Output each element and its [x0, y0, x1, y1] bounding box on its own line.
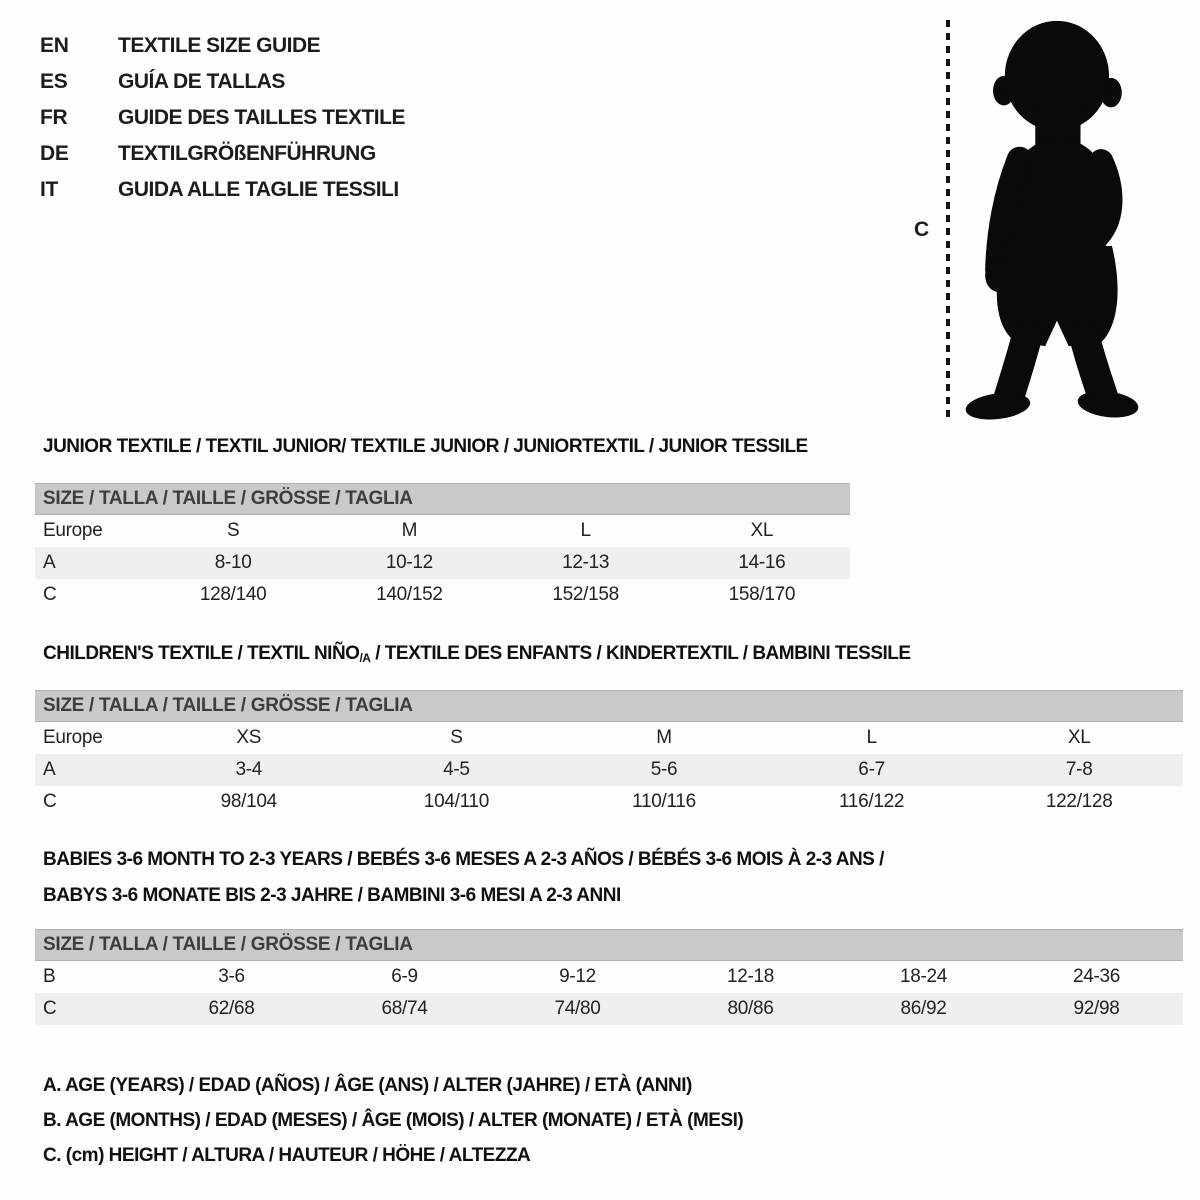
children-title-text: / TEXTILE DES ENFANTS / KINDERTEXTIL / BAMBINI TESSILE [370, 643, 911, 664]
lang-title: TEXTILGRÖßENFÜHRUNG [118, 142, 376, 165]
table-row [35, 754, 1183, 786]
row-label: Europe [43, 520, 103, 541]
lang-code: FR [40, 106, 68, 129]
lang-code: DE [40, 142, 69, 165]
row-label: C [43, 584, 57, 605]
legend-line-c: C. (cm) HEIGHT / ALTURA / HAUTEUR / HÖHE / ALTEZZA [43, 1145, 531, 1166]
table-cell: 122/128 [1045, 791, 1113, 812]
table-cell: 24-36 [1072, 966, 1121, 987]
size-table-header: SIZE / TALLA / TAILLE / GRÖSSE / TAGLIA [35, 691, 1183, 722]
table-cell: XL [1067, 727, 1091, 748]
language-title-list [40, 28, 405, 208]
lang-row-fr [40, 100, 405, 136]
babies-section-title [43, 842, 884, 914]
table-row [35, 786, 1183, 818]
table-cell: M [656, 727, 672, 748]
row-label: C [43, 791, 57, 812]
table-cell: 74/80 [491, 993, 664, 1025]
table-cell: 68/74 [318, 993, 491, 1025]
children-section-title [43, 643, 911, 665]
table-cell: M [401, 520, 418, 541]
size-table-header-row [35, 930, 1183, 961]
table-cell: 80/86 [664, 993, 837, 1025]
size-table-header-row [35, 691, 1183, 722]
table-cell: 158/170 [728, 584, 796, 605]
table-cell: 110/116 [632, 791, 696, 812]
lang-code: EN [40, 34, 69, 57]
lang-title: GUIDE DES TAILLES TEXTILE [118, 106, 405, 129]
table-row [35, 515, 850, 548]
table-cell: 128/140 [199, 584, 267, 605]
junior-title-text: JUNIOR TEXTILE / TEXTIL JUNIOR/ TEXTILE JUNIOR / JUNIORTEXTIL / JUNIOR TESSILE [43, 436, 808, 457]
lang-title: TEXTILE SIZE GUIDE [118, 34, 321, 57]
size-table-header: SIZE / TALLA / TAILLE / GRÖSSE / TAGLIA [35, 484, 850, 515]
lang-code: ES [40, 70, 68, 93]
legend [43, 1068, 743, 1173]
table-cell: 98/104 [220, 791, 277, 812]
babies-title-line2: BABYS 3-6 MONATE BIS 2-3 JAHRE / BAMBINI 3-6 MESI A 2-3 ANNI [43, 885, 621, 906]
table-cell: 4-5 [353, 754, 561, 786]
table-cell: 104/110 [423, 791, 489, 812]
height-measure-label: C [914, 218, 930, 241]
table-cell: 3-4 [145, 754, 353, 786]
table-cell: L [580, 520, 591, 541]
table-cell: L [866, 727, 877, 748]
lang-title: GUIDA ALLE TAGLIE TESSILI [118, 178, 399, 201]
babies-title-line1: BABIES 3-6 MONTH TO 2-3 YEARS / BEBÉS 3-6 MESES A 2-3 AÑOS / BÉBÉS 3-6 MOIS À 2-3 ANS / [43, 849, 884, 870]
table-row [35, 579, 850, 611]
table-cell: 8-10 [145, 547, 321, 579]
table-cell: XS [236, 727, 262, 748]
children-title-text: CHILDREN'S TEXTILE / TEXTIL NIÑO [43, 643, 360, 664]
table-cell: 6-9 [391, 966, 418, 987]
row-label: Europe [43, 727, 103, 748]
lang-code: IT [40, 178, 59, 201]
babies-size-table [35, 929, 1183, 1025]
toddler-silhouette-image [958, 12, 1146, 420]
lang-title: GUÍA DE TALLAS [118, 70, 285, 93]
table-row [35, 961, 1183, 994]
table-row [35, 547, 850, 579]
table-cell: 5-6 [560, 754, 768, 786]
table-row [35, 722, 1183, 755]
table-cell: 9-12 [559, 966, 596, 987]
table-cell: 12-18 [726, 966, 775, 987]
table-cell: S [450, 727, 463, 748]
row-label: C [35, 993, 145, 1025]
junior-size-table [35, 483, 850, 611]
table-cell: 10-12 [321, 547, 497, 579]
table-cell: 12-13 [498, 547, 674, 579]
table-cell: 18-24 [899, 966, 948, 987]
size-table-header-row [35, 484, 850, 515]
legend-line-a: A. AGE (YEARS) / EDAD (AÑOS) / ÂGE (ANS) / ALTER (JAHRE) / ETÀ (ANNI) [43, 1075, 692, 1096]
table-cell: S [226, 520, 240, 541]
children-title-subscript: /A [359, 651, 371, 665]
table-cell: 6-7 [768, 754, 976, 786]
size-table-header: SIZE / TALLA / TAILLE / GRÖSSE / TAGLIA [35, 930, 1183, 961]
table-row [35, 993, 1183, 1025]
row-label: A [35, 754, 145, 786]
table-cell: XL [750, 520, 774, 541]
lang-row-es [40, 64, 405, 100]
table-cell: 62/68 [145, 993, 318, 1025]
legend-line-b: B. AGE (MONTHS) / EDAD (MESES) / ÂGE (MOIS) / ALTER (MONATE) / ETÀ (MESI) [43, 1110, 744, 1131]
row-label: B [43, 966, 56, 987]
children-size-table [35, 690, 1183, 818]
lang-row-it [40, 172, 405, 208]
table-cell: 152/158 [552, 584, 619, 605]
table-cell: 7-8 [975, 754, 1183, 786]
height-dashed-line [946, 20, 950, 418]
table-cell: 140/152 [376, 584, 443, 605]
table-cell: 86/92 [837, 993, 1010, 1025]
table-cell: 92/98 [1010, 993, 1183, 1025]
table-cell: 3-6 [218, 966, 245, 987]
lang-row-de [40, 136, 405, 172]
junior-section-title [43, 436, 808, 458]
lang-row-en [40, 28, 405, 64]
table-cell: 116/122 [838, 791, 905, 812]
row-label: A [35, 547, 145, 579]
table-cell: 14-16 [674, 547, 850, 579]
